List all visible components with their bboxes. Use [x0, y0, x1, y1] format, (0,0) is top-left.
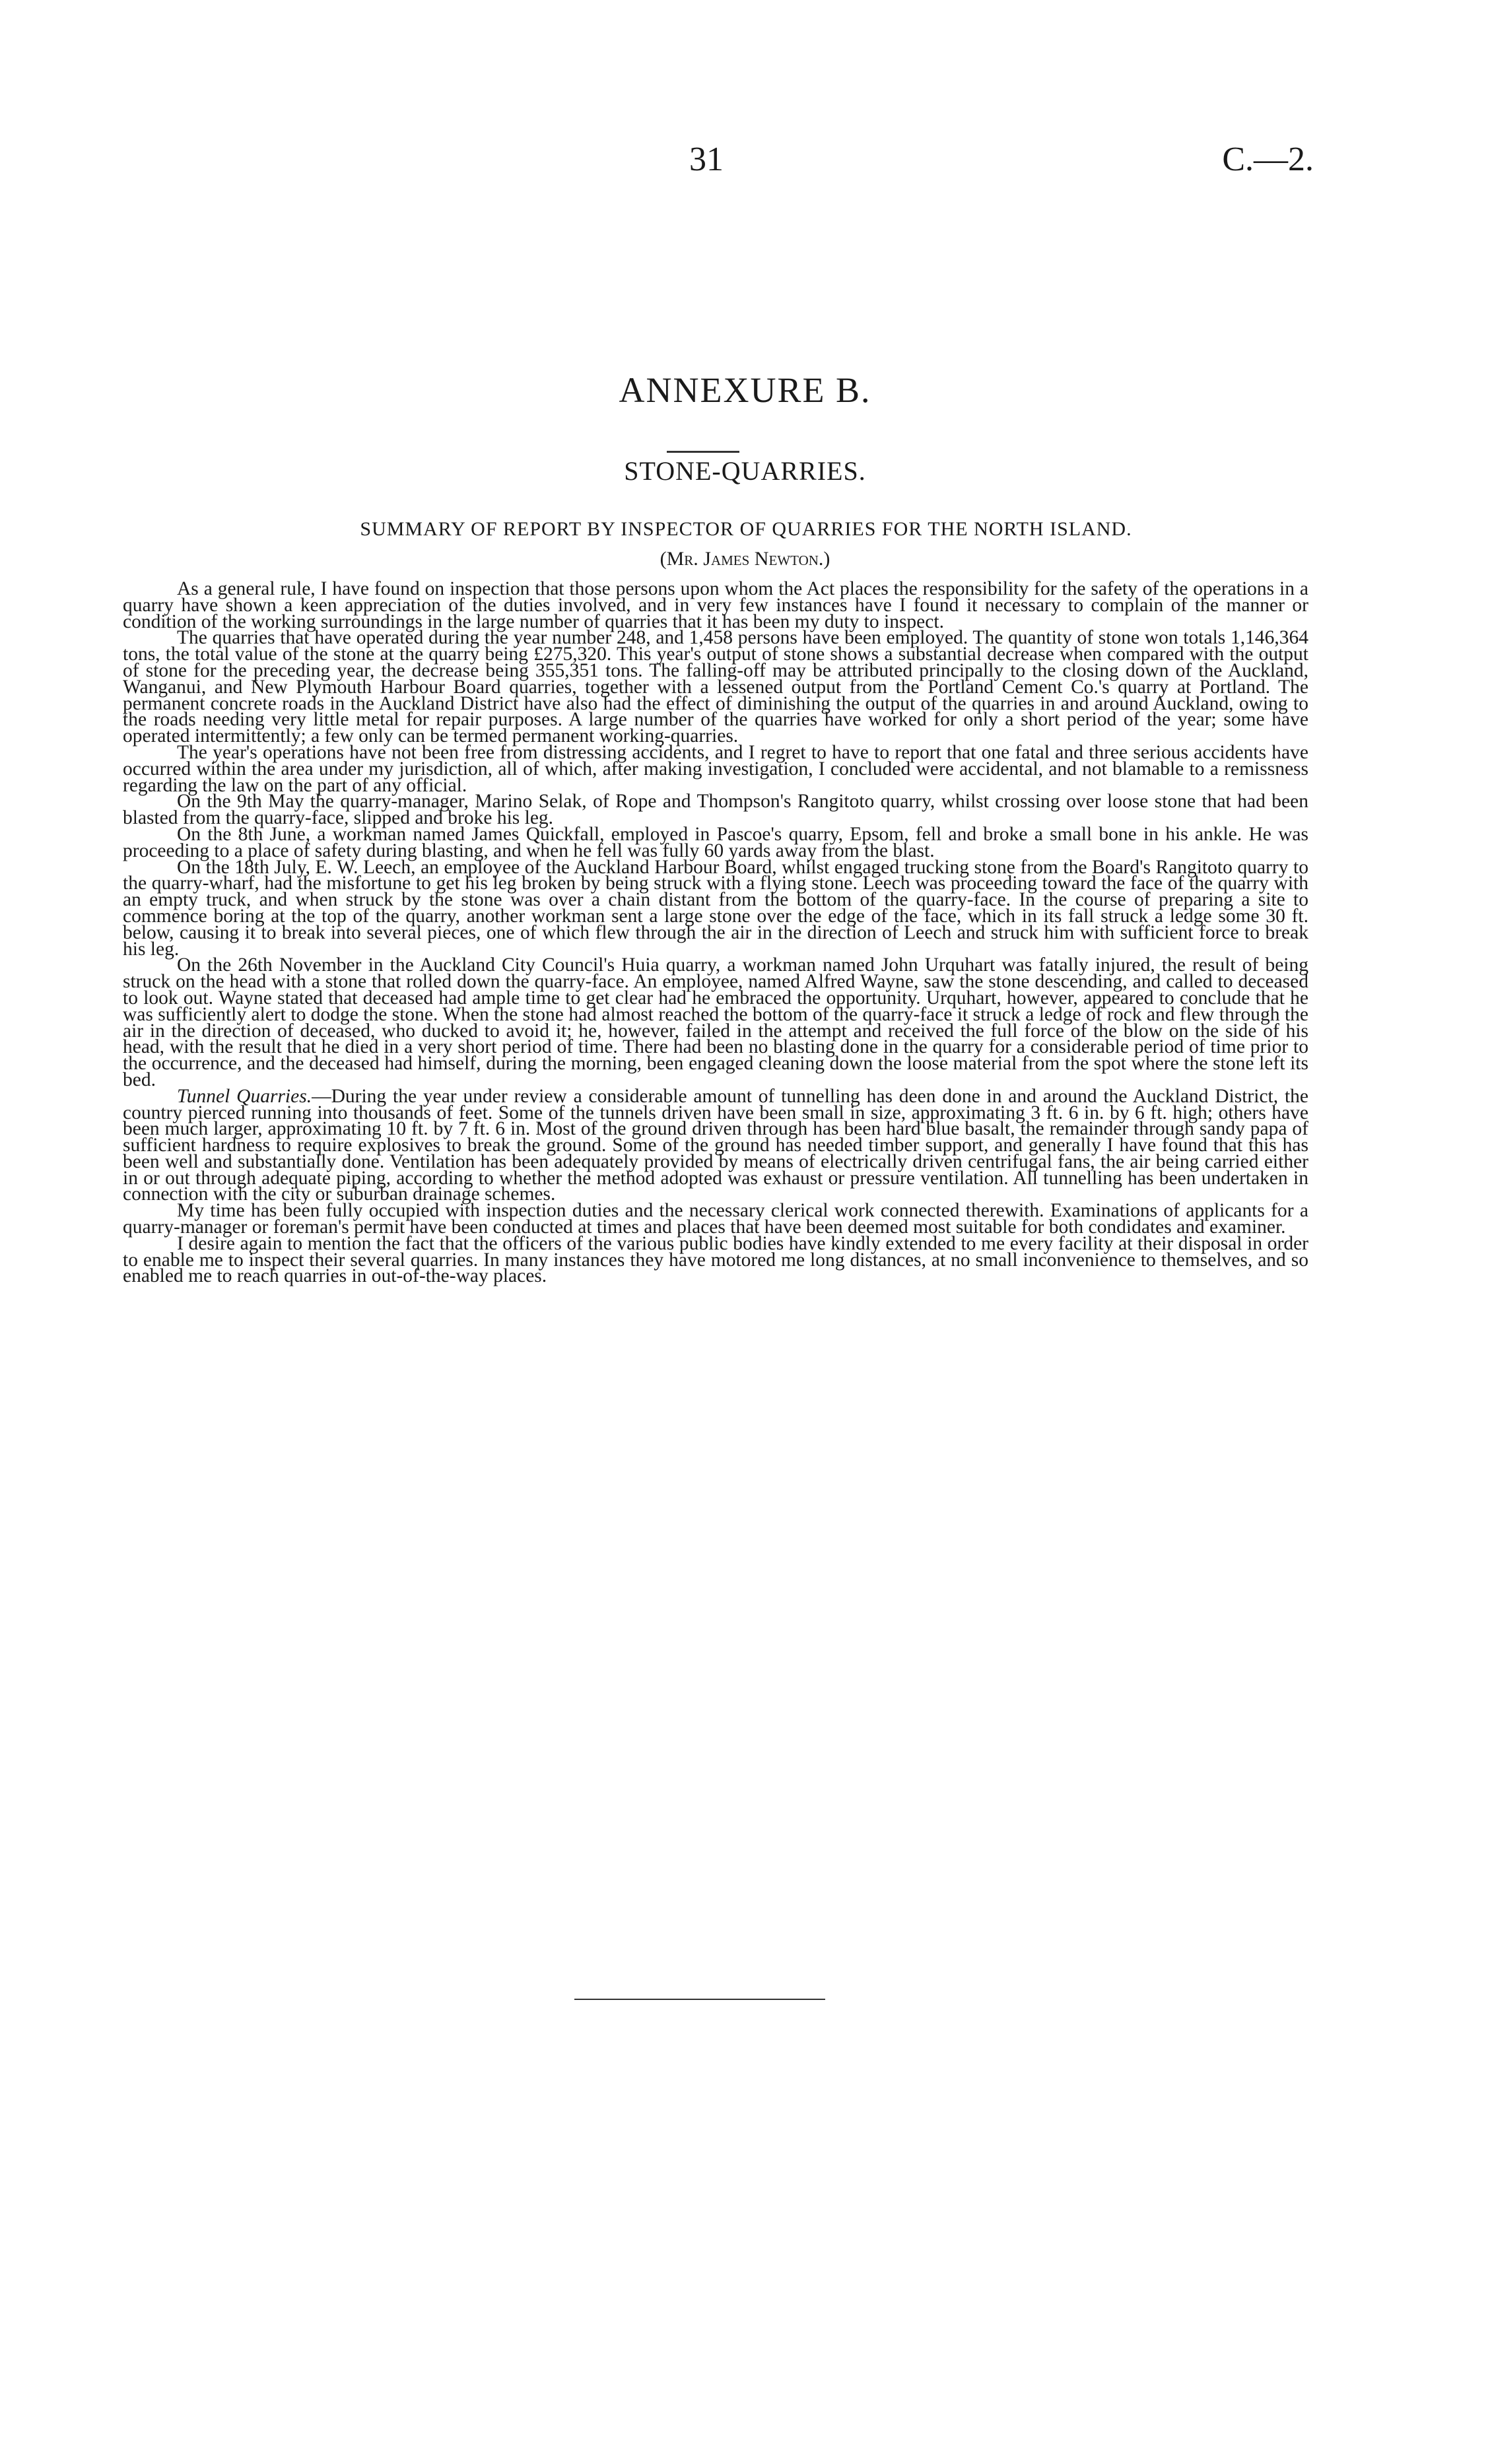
title-divider: [667, 451, 739, 453]
paragraph-text: The quarries that have operated during the year number 248, and 1,458 persons have been employed. The quantity of stone won totals 1,146,364 tons, the total value of the stone at the quarry being £275,320. This year's output of stone shows a substantial decrease when compared with the output of stone for the preceding year, the decrease being 355,351 tons. The falling-off may be attributed principally to the closing down of the Auckland, Wanganui, and New Plymouth Harbour Board quarries, together with a lessened output from the Portland Cement Co.'s quarry at Portland. The permanent concrete roads in the Auckland District have also had the effect of diminishing the output of the quarries in and around Auckland, owing to the roads needing very little metal for repair purposes. A large number of the quarries have worked for only a short period of the year; some have operated intermittently; a few only can be termed permanent working-quarries.: [123, 627, 1308, 747]
paragraph-text: On the 18th July, E. W. Leech, an employee of the Auckland Harbour Board, whilst engaged trucking stone from the Board's Rangitoto quarry to the quarry-wharf, had the misfortune to get his leg broken by being struck with a flying stone. Leech was proceeding toward the face of the quarry with an empty truck, and when struck by the stone was over a chain distant from the bottom of the quarry-face. In the course of preparing a site to commence boring at the top of the quarry, another workman sent a large stone over the edge of the face, which in its fall struck a ledge some 30 ft. below, causing it to break into several pieces, one of which flew through the air in the direction of Leech and struck him with sufficient force to break his leg.: [123, 856, 1308, 960]
inspector-name: (Mr. James Newton.): [660, 548, 830, 570]
paragraph-text: As a general rule, I have found on inspection that those persons upon whom the Act places the responsibility for the safety of the operations in a quarry have shown a keen appreciation of the duties involved, and in very few instances have I found it necessary to complain of the manner or condition of the working surroundings in the large number of quarries that it has been my duty to inspect.: [123, 578, 1308, 632]
paragraph-text: On the 9th May the quarry-manager, Marino Selak, of Rope and Thompson's Rangitoto quarry, whilst crossing over loose stone that had been blasted from the quarry-face, slipped and broke his leg.: [123, 791, 1308, 829]
report-paragraph: [123, 823, 1308, 861]
page-number: 31: [689, 141, 724, 178]
report-paragraph: [123, 1085, 1308, 1205]
report-paragraph: [123, 578, 1308, 632]
report-paragraph: [123, 856, 1308, 960]
report-paragraph: [123, 741, 1308, 796]
paragraph-text: The year's operations have not been free from distressing accidents, and I regret to have to report that one fatal and three serious accidents have occurred within the area under my jurisdiction, all of which, after making investigation, I concluded were accidental, and not blamable to a remissness regarding the law on the part of any official.: [123, 741, 1308, 796]
paragraph-text: On the 26th November in the Auckland City Council's Huia quarry, a workman named John Urquhart was fatally injured, the result of being struck on the head with a stone that rolled down the quarry-face. An employee, named Alfred Wayne, saw the stone descending, and called to deceased to look out. Wayne stated that deceased had ample time to get clear had he embraced the opportunity. Urquhart, however, appeared to conclude that he was sufficiently alert to dodge the stone. When the stone had almost reached the bottom of the quarry-face it struck a ledge of rock and flew through the air in the direction of deceased, who ducked to avoid it; he, however, failed in the attempt and received the full force of the blow on the side of his head, with the result that he died in a very short period of time. There had been no blasting done in the quarry for a considerable period of time prior to the occurrence, and the deceased had himself, during the morning, been engaged cleaning down the loose material from the spot where the stone left its bed.: [123, 954, 1308, 1090]
section-title: STONE-QUARRIES.: [624, 456, 866, 486]
summary-heading: SUMMARY OF REPORT BY INSPECTOR OF QUARRIES FOR THE NORTH ISLAND.: [360, 518, 1132, 540]
end-divider: [574, 1999, 825, 2000]
paragraph-text: —During the year under review a considerable amount of tunnelling has deen done in and around the Auckland District, the country pierced running into thousands of feet. Some of the tunnels driven have been small in size, approximating 3 ft. 6 in. by 6 ft. high; others have been much larger, approximating 10 ft. by 7 ft. 6 in. Most of the ground driven through has been hard blue basalt, the remainder through sandy papa of sufficient hardness to require explosives to break the ground. Some of the ground has needed timber support, and generally I have found that this has been well and substantially done. Ventilation has been adequately provided by means of electrically driven centrifugal fans, the air being carried either in or out through adequate piping, according to whether the method adopted was exhaust or pressure ventilation. All tunnelling has been undertaken in connection with the city or suburban drainage schemes.: [123, 1085, 1308, 1205]
document-reference: C.—2.: [1222, 141, 1314, 178]
paragraph-text: On the 8th June, a workman named James Quickfall, employed in Pascoe's quarry, Epsom, fell and broke a small bone in his ankle. He was proceeding to a place of safety during blasting, and when he fell was fully 60 yards away from the blast.: [123, 823, 1308, 861]
report-body: [123, 578, 1308, 1287]
report-paragraph: [123, 791, 1308, 829]
report-paragraph: [123, 1200, 1308, 1238]
report-paragraph: [123, 1232, 1308, 1287]
paragraph-text: I desire again to mention the fact that the officers of the various public bodies have kindly extended to me every facility at their disposal in order to enable me to inspect their several quarries. In many instances they have motored me long distances, at no small inconvenience to themselves, and so enabled me to reach quarries in out-of-the-way places.: [123, 1232, 1308, 1287]
paragraph-italic-lead: Tunnel Quarries.: [177, 1085, 312, 1107]
annexure-title: ANNEXURE B.: [619, 370, 871, 410]
report-paragraph: [123, 954, 1308, 1090]
report-paragraph: [123, 627, 1308, 747]
paragraph-text: My time has been fully occupied with inspection duties and the necessary clerical work connected therewith. Examinations of applicants for a quarry-manager or foreman's permit have been conducted at times and places that have been deemed most suitable for both condidates and examiner.: [123, 1200, 1308, 1238]
